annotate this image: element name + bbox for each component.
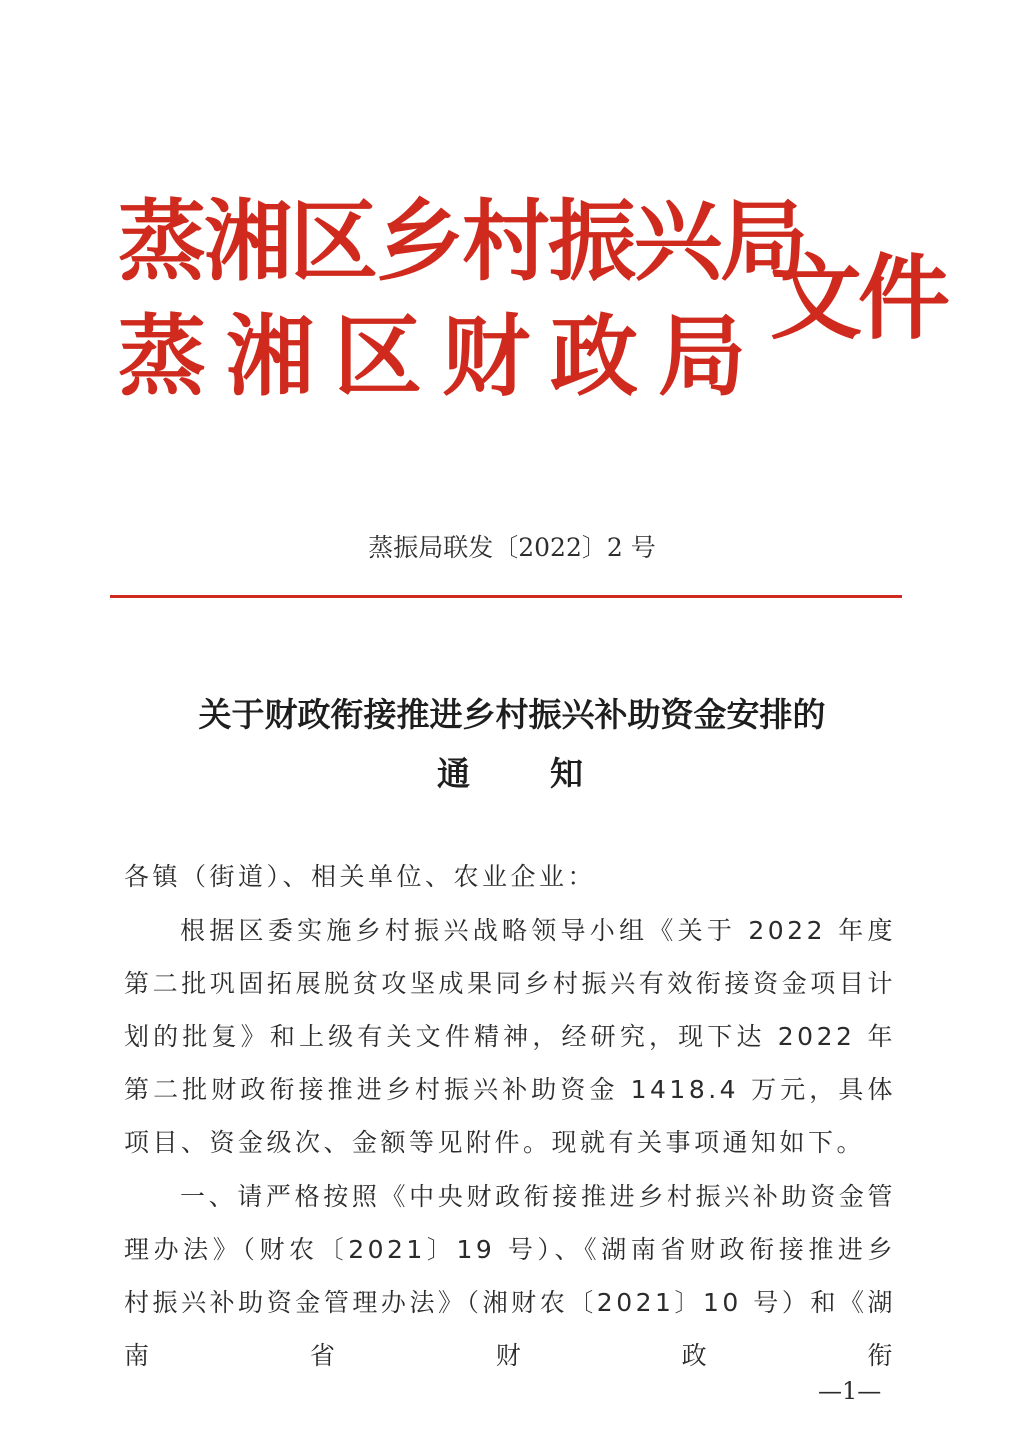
masthead-suffix: 文件 bbox=[770, 245, 947, 352]
document-number: 蒸振局联发〔2022〕2 号 bbox=[368, 533, 656, 562]
body-paragraph: 一、请严格按照《中央财政衔接推进乡村振兴补助资金管理办法》（财农〔2021〕19 号）、《湖南省财政衔接推进乡村振兴补助资金管理办法》（湘财农〔2021〕10 号）和《湖南省财政衔 bbox=[124, 1182, 896, 1370]
masthead-issuer-1: 蒸湘区乡村振兴局 bbox=[118, 190, 807, 293]
masthead-issuer-2: 蒸湘区财政局 bbox=[118, 305, 767, 408]
title-char-2: 知 bbox=[550, 754, 587, 793]
red-divider bbox=[110, 595, 902, 598]
document-title-line2 bbox=[0, 749, 1024, 799]
title-char-1: 通 bbox=[437, 754, 474, 793]
body-paragraph: 根据区委实施乡村振兴战略领导小组《关于 2022 年度第二批巩固拓展脱贫攻坚成果同乡村振兴有效衔接资金项目计划的批复》和上级有关文件精神，经研究，现下达 2022 年第二批财政衔接推进乡村振兴补助资金 1418.4 万元，具体项目、资金级次、金额等见附件。现就有关事项通知如下。 bbox=[124, 916, 896, 1157]
salutation: 各镇（街道）、相关单位、农业企业： bbox=[124, 862, 597, 891]
page-number: —1— bbox=[818, 1377, 882, 1405]
red-masthead bbox=[118, 190, 947, 412]
document-title: 关于财政衔接推进乡村振兴补助资金安排的 bbox=[198, 695, 826, 734]
